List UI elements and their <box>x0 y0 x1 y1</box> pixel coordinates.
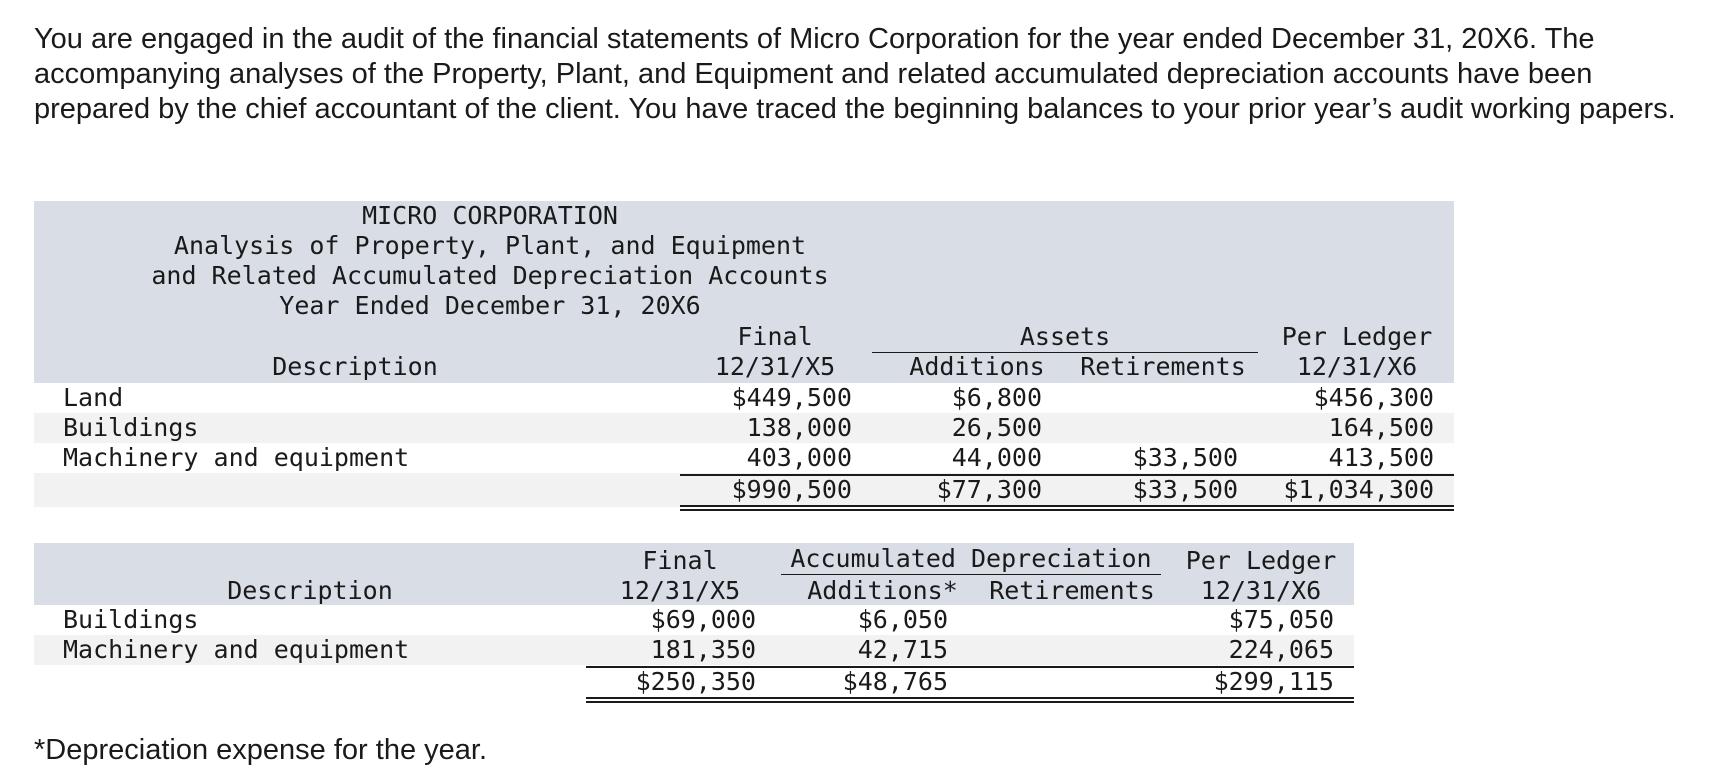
column-header-description: Description <box>272 352 438 381</box>
total-final: $250,350 <box>635 667 756 696</box>
column-header-ledger-date: 12/31/X6 <box>1200 576 1322 605</box>
row-additions: $6,050 <box>857 605 948 634</box>
column-header-description: Description <box>227 576 393 605</box>
accumulated-depreciation-underline <box>781 574 1161 575</box>
total-double-rule <box>680 505 1454 511</box>
row-additions: 26,500 <box>951 413 1042 442</box>
column-header-final-date: 12/31/X5 <box>619 576 741 605</box>
row-final: $69,000 <box>650 605 756 634</box>
column-header-retirements: Retirements <box>989 576 1155 605</box>
column-header-retirements: Retirements <box>1080 352 1246 381</box>
row-final: 138,000 <box>746 413 852 442</box>
row-ledger: 224,065 <box>1228 635 1334 664</box>
column-header-final: Final <box>642 546 718 575</box>
column-header-per-ledger: Per Ledger <box>1185 546 1337 575</box>
column-header-additions: Additions* <box>807 576 958 605</box>
row-ledger: $75,050 <box>1228 605 1334 634</box>
intro-paragraph: You are engaged in the audit of the financial statements of Micro Corporation for the year ended December 31, 20X6. The accompanying analyses of the Property, Plant, and Equipment and related accumulated depreciation accounts have been prepared by the chief accountant of the client. You have traced the beginning balances to your prior year’s audit working papers. <box>34 23 1676 125</box>
total-final: $990,500 <box>731 475 852 504</box>
row-description: Land <box>63 383 124 412</box>
row-ledger: $456,300 <box>1313 383 1434 412</box>
row-description: Buildings <box>63 605 199 634</box>
table-title-line: and Related Accumulated Depreciation Accounts <box>151 261 829 290</box>
column-header-final: Final <box>737 322 813 351</box>
table-title-line: MICRO CORPORATION <box>362 201 618 230</box>
column-group-header-assets: Assets <box>1019 322 1111 351</box>
column-header-additions: Additions <box>909 352 1045 381</box>
row-ledger: 413,500 <box>1328 443 1434 472</box>
row-retirements: $33,500 <box>1132 443 1238 472</box>
row-additions: 44,000 <box>951 443 1042 472</box>
column-header-final-date: 12/31/X5 <box>714 352 836 381</box>
column-group-header-accumulated-depreciation: Accumulated Depreciation <box>790 544 1152 573</box>
total-retirements: $33,500 <box>1132 475 1238 504</box>
total-double-rule <box>586 697 1354 703</box>
row-additions: 42,715 <box>857 635 948 664</box>
row-description: Buildings <box>63 413 199 442</box>
row-final: 181,350 <box>650 635 756 664</box>
column-header-ledger-date: 12/31/X6 <box>1296 352 1418 381</box>
row-final: 403,000 <box>746 443 852 472</box>
row-additions: $6,800 <box>951 383 1042 412</box>
row-description: Machinery and equipment <box>63 443 410 472</box>
table-title-line: Year Ended December 31, 20X6 <box>279 291 701 320</box>
total-additions: $48,765 <box>842 667 948 696</box>
total-ledger: $1,034,300 <box>1283 475 1434 504</box>
column-header-per-ledger: Per Ledger <box>1281 322 1433 351</box>
row-ledger: 164,500 <box>1328 413 1434 442</box>
row-description: Machinery and equipment <box>63 635 410 664</box>
total-ledger: $299,115 <box>1213 667 1334 696</box>
row-final: $449,500 <box>731 383 852 412</box>
footnote: *Depreciation expense for the year. <box>34 734 487 766</box>
total-additions: $77,300 <box>936 475 1042 504</box>
table-title-line: Analysis of Property, Plant, and Equipment <box>173 231 807 260</box>
